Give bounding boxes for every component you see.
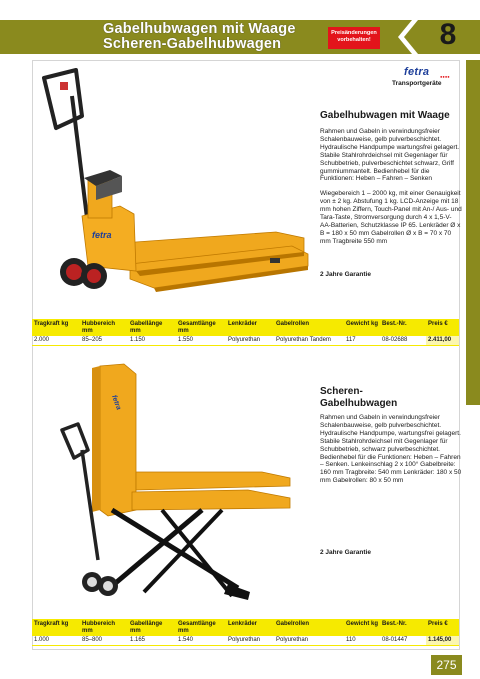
product-1-spec-table xyxy=(32,319,459,346)
col-gesamtlaenge: Gesamtlänge mm xyxy=(176,319,226,336)
col-gabellaenge: Gabellänge mm xyxy=(128,319,176,336)
col-gabelrollen: Gabelrollen xyxy=(274,319,344,336)
product-2-guarantee: 2 Jahre Garantie xyxy=(320,549,371,556)
cell-tragkraft: 2.000 xyxy=(32,336,80,346)
cell-gabellaenge: 1.150 xyxy=(128,336,176,346)
cell-gabellaenge: 1.165 xyxy=(128,636,176,646)
brand-subtitle: Transportgeräte xyxy=(392,80,442,87)
col-preis: Preis € xyxy=(426,319,459,336)
col-hubbereich: Hubbereich mm xyxy=(80,319,128,336)
col-tragkraft: Tragkraft kg xyxy=(32,619,80,636)
cell-preis: 2.411,00 xyxy=(426,336,459,346)
table-row xyxy=(32,636,459,646)
cell-gesamtlaenge: 1.540 xyxy=(176,636,226,646)
cell-preis: 1.145,00 xyxy=(426,636,459,646)
cell-gabelrollen: Polyurethan xyxy=(274,636,344,646)
badge-line-2: vorbehalten! xyxy=(337,37,371,43)
chapter-number: 8 xyxy=(439,18,457,51)
logo-dots-icon: ●●●● xyxy=(440,74,450,79)
cell-tragkraft: 1.000 xyxy=(32,636,80,646)
product-image-scale-pallet-truck xyxy=(36,66,311,301)
table-header-row xyxy=(32,319,459,336)
page-number: 275 xyxy=(431,655,462,675)
col-gewicht: Gewicht kg xyxy=(344,319,380,336)
cell-gewicht: 117 xyxy=(344,336,380,346)
title-line-2: Scheren-Gabelhubwagen xyxy=(103,36,282,52)
cell-bestnr: 08-01447 xyxy=(380,636,426,646)
col-gewicht: Gewicht kg xyxy=(344,619,380,636)
cell-gesamtlaenge: 1.550 xyxy=(176,336,226,346)
page-title xyxy=(103,22,333,52)
product-1-description xyxy=(320,128,462,253)
cell-lenkraeder: Polyurethan xyxy=(226,336,274,346)
col-gabelrollen: Gabelrollen xyxy=(274,619,344,636)
svg-text:fetra: fetra xyxy=(92,230,112,240)
brand-logo xyxy=(404,62,450,80)
cell-gabelrollen: Polyurethan Tandem xyxy=(274,336,344,346)
product-1-desc-paragraph-1: Rahmen und Gabeln in verwindungsfreier Schalenbauweise, gelb pulverbeschichtet. Hydraulische Handpumpe wartungsfrei gelagert. Stabile Stahlrohrdeichsel mit Gegenlager für Schubbetrieb, pulverbeschichtet schwarz, Griff gummiummantelt. Bedienhebel für die Funktionen: Heben – Fahren – Senken xyxy=(320,128,460,183)
table-header-row xyxy=(32,619,459,636)
product-1-guarantee: 2 Jahre Garantie xyxy=(320,271,371,278)
col-lenkraeder: Lenkräder xyxy=(226,319,274,336)
product-2-description xyxy=(320,414,462,492)
col-bestnr: Best.-Nr. xyxy=(380,319,426,336)
badge-line-1: Preisänderungen xyxy=(331,30,377,36)
col-gesamtlaenge: Gesamtlänge mm xyxy=(176,619,226,636)
cell-bestnr: 08-02688 xyxy=(380,336,426,346)
product-2-title xyxy=(320,386,397,410)
cell-lenkraeder: Polyurethan xyxy=(226,636,274,646)
col-gabellaenge: Gabellänge mm xyxy=(128,619,176,636)
cell-gewicht: 110 xyxy=(344,636,380,646)
product-2-spec-table xyxy=(32,619,459,646)
product-2-title-line-2: Gabelhubwagen xyxy=(320,398,398,409)
cell-hubbereich: 85–800 xyxy=(80,636,128,646)
svg-text:fetra: fetra xyxy=(110,394,122,411)
col-lenkraeder: Lenkräder xyxy=(226,619,274,636)
product-image-scissor-pallet-truck xyxy=(52,360,302,610)
table-row xyxy=(32,336,459,346)
logo-text: fetra xyxy=(404,66,430,78)
product-1-title: Gabelhubwagen mit Waage xyxy=(320,110,450,121)
col-hubbereich: Hubbereich mm xyxy=(80,619,128,636)
side-marker-bar xyxy=(466,60,480,405)
col-bestnr: Best.-Nr. xyxy=(380,619,426,636)
cell-hubbereich: 85–205 xyxy=(80,336,128,346)
col-tragkraft: Tragkraft kg xyxy=(32,319,80,336)
product-2-title-line-1: Scheren- xyxy=(320,386,363,397)
title-line-1: Gabelhubwagen mit Waage xyxy=(103,21,296,37)
price-change-badge xyxy=(328,27,380,49)
product-2-desc-paragraph: Rahmen und Gabeln in verwindungsfreier Schalenbauweise, gelb pulverbeschichtet. Hydraulische Handpumpe, wartungsfrei gelagert. Stabile Stahlrohrdeichsel mit Gegenlager für Schubbetrieb, schwarz pulverbeschichtet. Bedienhebel für die Funktionen: Heben – Fahren – Senken. Lenkeinschlag 2 x 100° Gabelbreite: 160 mm Tragbreite: 540 mm Lenkräder: 180 x 50 mm Gabelrollen: 80 x 50 mm xyxy=(320,414,462,485)
col-preis: Preis € xyxy=(426,619,459,636)
product-1-desc-paragraph-2: Wiegebereich 1 – 2000 kg, mit einer Genauigkeit von ± 2 kg. Abstufung 1 kg. LCD-Anzeige mit 18 mm hohen Ziffern, Touch-Panel mit An-/ Aus- und Tara-Taste, Stromversorgung durch 4 x 1,5-V-AA-Batterien, Schutzklasse IP 65. Lenkräder Ø x B = 180 x 50 mm Gabelrollen Ø x B = 70 x 70 mm Tragbreite 550 mm xyxy=(320,190,462,245)
